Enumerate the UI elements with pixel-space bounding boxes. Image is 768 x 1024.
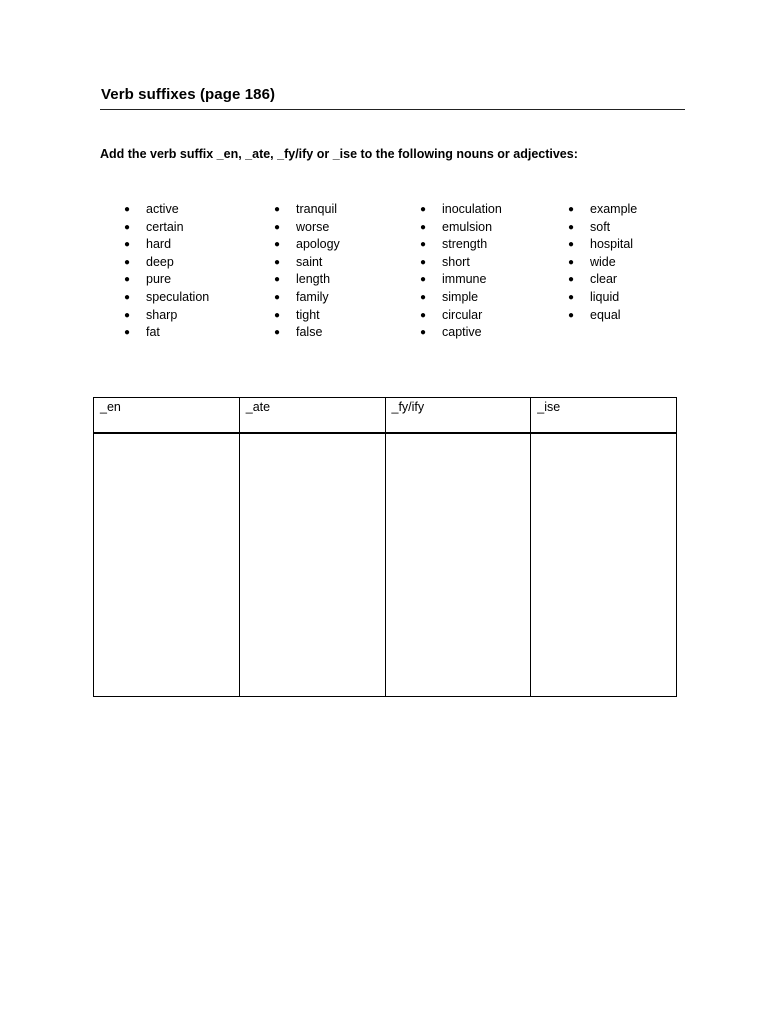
word-text: immune [442,272,487,287]
word-text: worse [296,219,330,234]
list-item [274,236,340,254]
bullet-icon: ● [124,309,131,321]
answer-cell-en[interactable] [94,433,240,697]
bullet-icon: ● [124,327,131,339]
answer-cell-fy-ify[interactable] [385,433,531,697]
list-item [124,236,209,254]
word-text: emulsion [442,219,493,234]
word-text: hard [146,237,172,252]
bullet-icon: ● [124,221,131,233]
bullet-icon: ● [420,256,427,268]
word-text: apology [296,237,340,252]
bullet-icon: ● [420,221,427,233]
bullet-icon: ● [568,274,575,286]
list-item [568,219,637,237]
list-item [274,254,340,272]
list-item [124,307,209,325]
bullet-icon: ● [124,256,131,268]
page-title: Verb suffixes (page 186) [101,86,276,103]
bullet-icon: ● [420,239,427,251]
word-text: inoculation [442,202,502,216]
word-text: pure [146,272,172,287]
bullet-icon: ● [420,291,427,303]
answer-cell-ate[interactable] [239,433,385,697]
title-underline [100,109,685,110]
word-list-column-3 [420,201,502,342]
word-text: soft [590,219,611,234]
bullet-icon: ● [568,256,575,268]
bullet-icon: ● [124,239,131,251]
list-item [274,201,340,219]
list-item [568,271,637,289]
header-en: _en [94,398,240,434]
bullet-icon: ● [274,291,281,303]
word-text: simple [442,289,479,304]
header-ate: _ate [239,398,385,434]
word-text: example [590,202,638,216]
list-item [420,307,502,325]
bullet-icon: ● [568,291,575,303]
word-text: captive [442,325,482,340]
word-text: deep [146,254,174,269]
list-item [568,201,637,219]
list-item [420,254,502,272]
word-text: hospital [590,237,634,252]
bullet-icon: ● [274,239,281,251]
bullet-icon: ● [568,309,575,321]
word-text: wide [590,254,616,269]
suffix-answer-table [93,397,677,697]
bullet-icon: ● [568,239,575,251]
list-item [568,307,637,325]
answer-cell-ise[interactable] [531,433,677,697]
list-item [124,271,209,289]
word-text: circular [442,307,483,322]
word-list-column-2 [274,201,340,342]
list-item [124,289,209,307]
bullet-icon: ● [274,204,281,215]
word-text: saint [296,254,323,269]
list-item [274,307,340,325]
bullet-icon: ● [568,204,575,215]
word-text: speculation [146,289,210,304]
bullet-icon: ● [420,309,427,321]
bullet-icon: ● [274,256,281,268]
list-item [274,271,340,289]
list-item [124,324,209,342]
bullet-icon: ● [274,221,281,233]
list-item [568,254,637,272]
word-text: short [442,254,470,269]
bullet-icon: ● [124,291,131,303]
list-item [420,219,502,237]
table-answer-row [94,433,677,697]
word-text: sharp [146,307,178,322]
list-item [420,236,502,254]
bullet-icon: ● [420,204,427,215]
bullet-icon: ● [274,327,281,339]
list-item [124,219,209,237]
word-text: equal [590,307,621,322]
list-item [568,289,637,307]
word-text: tranquil [296,202,337,216]
list-item [274,289,340,307]
bullet-icon: ● [124,204,131,215]
word-list-column-4 [568,201,637,324]
word-text: tight [296,307,320,322]
word-text: certain [146,219,184,234]
list-item [274,219,340,237]
word-text: strength [442,237,488,252]
word-text: clear [590,272,618,287]
list-item [420,324,502,342]
list-item [420,289,502,307]
list-item [420,201,502,219]
header-ise: _ise [531,398,677,434]
word-list-column-1 [124,201,209,342]
word-text: fat [146,325,160,340]
word-text: length [296,272,331,287]
table-header-row [94,398,677,434]
word-text: active [146,202,179,216]
bullet-icon: ● [420,327,427,339]
list-item [420,271,502,289]
word-text: liquid [590,289,620,304]
bullet-icon: ● [420,274,427,286]
bullet-icon: ● [124,274,131,286]
list-item [568,236,637,254]
bullet-icon: ● [568,221,575,233]
word-text: false [296,325,323,340]
word-text: family [296,289,329,304]
instruction-text: Add the verb suffix _en, _ate, _fy/ify or _ise to the following nouns or adjectives: [100,147,578,161]
list-item [274,324,340,342]
list-item [124,201,209,219]
list-item [124,254,209,272]
header-fy-ify: _fy/ify [385,398,531,434]
bullet-icon: ● [274,274,281,286]
bullet-icon: ● [274,309,281,321]
